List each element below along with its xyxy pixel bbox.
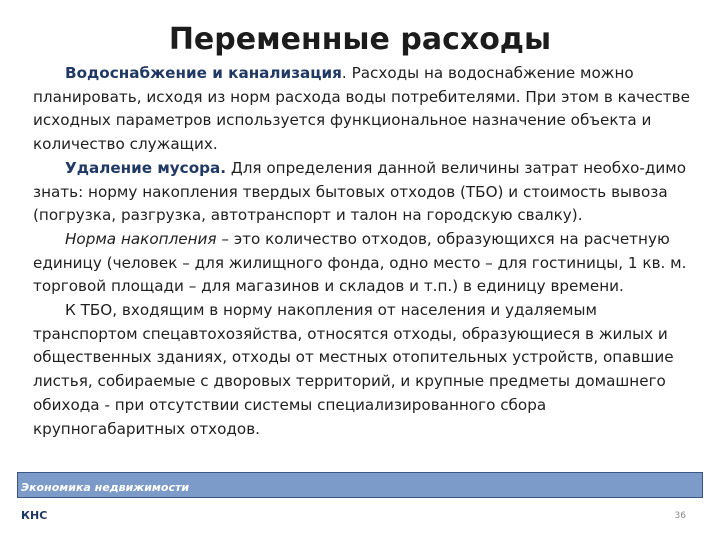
paragraph-lead-water-supply: [65, 64, 342, 82]
paragraph-text: . Расходы на водоснабжение можно планировать, исходя из норм расхода воды потребителями. При этом в качестве исходных параметров используется функциональное назначение объекта и количество служащих.: [33, 64, 690, 154]
paragraph-solid-waste: [33, 299, 693, 441]
paragraph-water-supply: [33, 62, 693, 157]
paragraph-accumulation-norm: [33, 228, 693, 299]
slide-title: Переменные расходы: [168, 22, 552, 57]
paragraph-lead-accumulation-norm: Норма накопления: [65, 229, 217, 248]
paragraph-text: Для определения данной величины затрат необхо-димо знать: норму накопления твердых бытовых отходов (ТБО) и стоимость вывоза (погрузка, разгрузка, автотранспорт и талон на городскую свалку).: [33, 158, 687, 225]
page-number: 36: [674, 511, 686, 521]
body-text: [33, 62, 693, 441]
paragraph-waste-removal: [33, 157, 693, 228]
paragraph-lead-waste-removal: Удаление мусора.: [65, 158, 227, 177]
lead-bold-part: Водос: [65, 64, 119, 82]
paragraph-text: К ТБО, входящим в норму накопления от населения и удаляемым транспортом спецавтохозяйства, относятся отходы, образующиеся в жилых и общественных зданиях, отходы от местных отопительных устройств, опавшие листья, собираемые с дворовых территорий, и крупные предметы домашнего обихода - при отсутствии системы специализированного сбора крупногабаритных отходов.: [33, 301, 674, 438]
footer-topic: Экономика недвижимости: [21, 481, 190, 494]
footer-org: КНС: [21, 509, 48, 522]
lead-rest-part: набжение и канализация: [118, 64, 342, 82]
paragraph-text: – это количество отходов, образующихся на расчетную единицу (человек – для жилищного фонда, одно место – для гостиницы, 1 кв. м. торговой площади – для магазинов и складов и т.п.) в единицу времени.: [33, 229, 687, 296]
